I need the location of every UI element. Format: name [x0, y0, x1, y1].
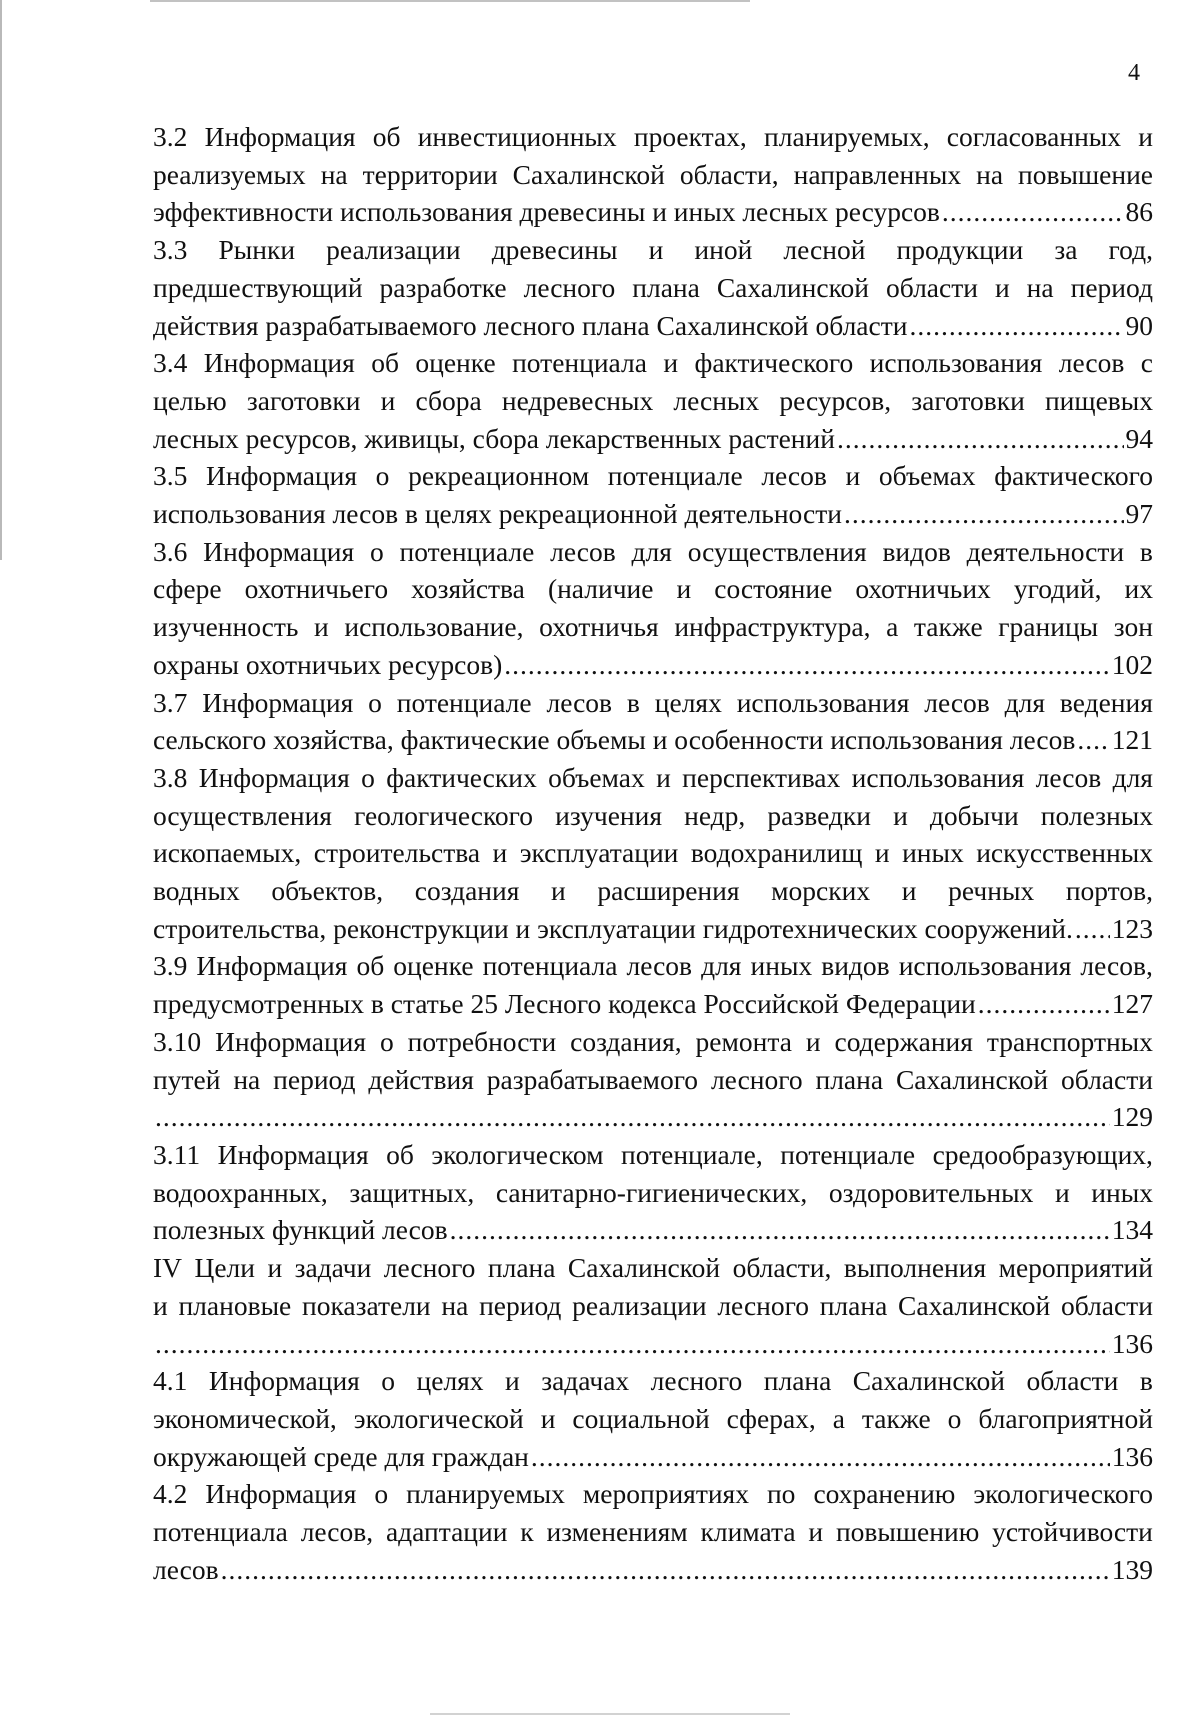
toc-entry-last-line: [153, 985, 1153, 1023]
toc-page-number: 127: [1111, 988, 1153, 1020]
toc-entry-line: экономической, экологической и социальной сферах, а также о благоприятной: [153, 1402, 1153, 1434]
toc-entry-line: водных объектов, создания и расширения морских и речных портов,: [153, 875, 1153, 907]
scan-edge-left: [0, 0, 2, 560]
dot-leader: [450, 1211, 1110, 1249]
toc-entry-last-line: [153, 193, 1153, 231]
toc-entry-title-end: действия разрабатываемого лесного плана Сахалинской области: [153, 309, 908, 341]
toc-entry-title-end: эффективности использования древесины и иных лесных ресурсов: [153, 196, 940, 228]
toc-entry: [153, 118, 1153, 231]
toc-entry-line: целью заготовки и сбора недревесных лесных ресурсов, заготовки пищевых: [153, 384, 1153, 416]
toc-entry-title-end: охраны охотничьих ресурсов): [153, 648, 503, 680]
toc-entry-title-end: полезных функций лесов: [153, 1214, 448, 1246]
toc-entry-line: 3.6 Информация о потенциале лесов для осуществления видов деятельности в: [153, 535, 1153, 567]
toc-entry-line: 3.5 Информация о рекреационном потенциале лесов и объемах фактического: [153, 460, 1153, 492]
scan-edge-bottom: [430, 1713, 790, 1715]
toc-entry-line: 3.7 Информация о потенциале лесов в целях использования лесов для ведения: [153, 686, 1153, 718]
toc-page-number: 121: [1111, 724, 1153, 756]
dot-leader: [909, 307, 1123, 345]
toc-entry: [153, 1023, 1153, 1136]
dot-leader: [155, 1325, 1110, 1363]
dot-leader: [1075, 910, 1110, 948]
table-of-contents: [153, 118, 1153, 1588]
toc-entry: [153, 759, 1153, 948]
toc-entry-last-line: [153, 307, 1153, 345]
dot-leader: [978, 985, 1110, 1023]
toc-entry-last-line: [153, 1325, 1153, 1363]
toc-page-number: 136: [1111, 1327, 1153, 1359]
toc-entry: [153, 1249, 1153, 1362]
toc-entry-last-line: [153, 646, 1153, 684]
toc-entry-last-line: [153, 495, 1153, 533]
toc-page-number: 129: [1111, 1101, 1153, 1133]
toc-entry-title-end: окружающей среде для граждан: [153, 1440, 529, 1472]
dot-leader: [531, 1438, 1110, 1476]
dot-leader: [837, 420, 1124, 458]
toc-entry-line: путей на период действия разрабатываемого лесного плана Сахалинской области: [153, 1063, 1153, 1095]
toc-entry-line: изученность и использование, охотничья инфраструктура, а также границы зон: [153, 611, 1153, 643]
toc-entry-last-line: [153, 910, 1153, 948]
toc-entry-last-line: [153, 1211, 1153, 1249]
toc-entry: [153, 344, 1153, 457]
toc-entry-last-line: [153, 721, 1153, 759]
toc-entry-line: 3.3 Рынки реализации древесины и иной лесной продукции за год,: [153, 234, 1153, 266]
toc-entry-line: 3.8 Информация о фактических объемах и перспективах использования лесов для: [153, 761, 1153, 793]
toc-entry: [153, 231, 1153, 344]
toc-entry-title-end: использования лесов в целях рекреационной деятельности: [153, 498, 842, 530]
page-number: 4: [1128, 60, 1140, 86]
toc-entry: [153, 1362, 1153, 1475]
toc-entry-line: IV Цели и задачи лесного плана Сахалинской области, выполнения мероприятий: [153, 1252, 1153, 1284]
toc-page-number: 134: [1111, 1214, 1153, 1246]
toc-entry-last-line: [153, 420, 1153, 458]
toc-entry-line: водоохранных, защитных, санитарно-гигиенических, оздоровительных и иных: [153, 1176, 1153, 1208]
toc-page-number: 123: [1111, 912, 1153, 944]
dot-leader: [1077, 721, 1109, 759]
toc-entry-line: 4.2 Информация о планируемых мероприятиях по сохранению экологического: [153, 1478, 1153, 1510]
dot-leader: [221, 1551, 1110, 1589]
toc-entry-line: 3.10 Информация о потребности создания, ремонта и содержания транспортных: [153, 1025, 1153, 1057]
toc-entry-title-end: сельского хозяйства, фактические объемы и особенности использования лесов: [153, 724, 1076, 756]
toc-page-number: 90: [1125, 309, 1153, 341]
toc-entry: [153, 1136, 1153, 1249]
toc-entry: [153, 1475, 1153, 1588]
toc-entry-line: сфере охотничьего хозяйства (наличие и состояние охотничьих угодий, их: [153, 573, 1153, 605]
dot-leader: [504, 646, 1110, 684]
toc-entry-title-end: лесных ресурсов, живицы, сбора лекарственных растений: [153, 422, 835, 454]
toc-entry: [153, 684, 1153, 759]
toc-entry-last-line: [153, 1438, 1153, 1476]
toc-page-number: 86: [1125, 196, 1153, 228]
toc-entry-line: предшествующий разработке лесного плана Сахалинской области и на период: [153, 271, 1153, 303]
scan-edge-top: [150, 0, 750, 2]
toc-entry-last-line: [153, 1551, 1153, 1589]
toc-page-number: 102: [1111, 648, 1153, 680]
toc-entry-line: 4.1 Информация о целях и задачах лесного плана Сахалинской области в: [153, 1365, 1153, 1397]
toc-entry-line: 3.2 Информация об инвестиционных проектах, планируемых, согласованных и: [153, 121, 1153, 152]
toc-page-number: 94: [1125, 422, 1153, 454]
toc-entry: [153, 533, 1153, 684]
toc-entry-line: ископаемых, строительства и эксплуатации водохранилищ и иных искусственных: [153, 837, 1153, 869]
toc-entry: [153, 457, 1153, 532]
dot-leader: [942, 193, 1124, 231]
toc-entry-line: 3.4 Информация об оценке потенциала и фактического использования лесов с: [153, 347, 1153, 379]
dot-leader: [155, 1098, 1110, 1136]
toc-entry-line: 3.11 Информация об экологическом потенциале, потенциале средообразующих,: [153, 1138, 1153, 1170]
toc-entry-line: потенциала лесов, адаптации к изменениям климата и повышению устойчивости: [153, 1516, 1153, 1548]
toc-entry-title-end: предусмотренных в статье 25 Лесного кодекса Российской Федерации: [153, 988, 976, 1020]
toc-entry-line: и плановые показатели на период реализации лесного плана Сахалинской области: [153, 1289, 1153, 1321]
toc-page-number: 97: [1125, 498, 1153, 530]
toc-entry-line: осуществления геологического изучения недр, разведки и добычи полезных: [153, 799, 1153, 831]
toc-entry-title-end: строительства, реконструкции и эксплуатации гидротехнических сооружений.: [153, 912, 1073, 944]
toc-page-number: 136: [1111, 1440, 1153, 1472]
toc-entry-title-end: лесов: [153, 1553, 219, 1585]
toc-entry-last-line: [153, 1098, 1153, 1136]
dot-leader: [844, 495, 1124, 533]
toc-entry-line: 3.9 Информация об оценке потенциала лесов для иных видов использования лесов,: [153, 950, 1153, 982]
toc-entry-line: реализуемых на территории Сахалинской области, направленных на повышение: [153, 158, 1153, 190]
toc-entry: [153, 947, 1153, 1022]
toc-page-number: 139: [1111, 1553, 1153, 1585]
